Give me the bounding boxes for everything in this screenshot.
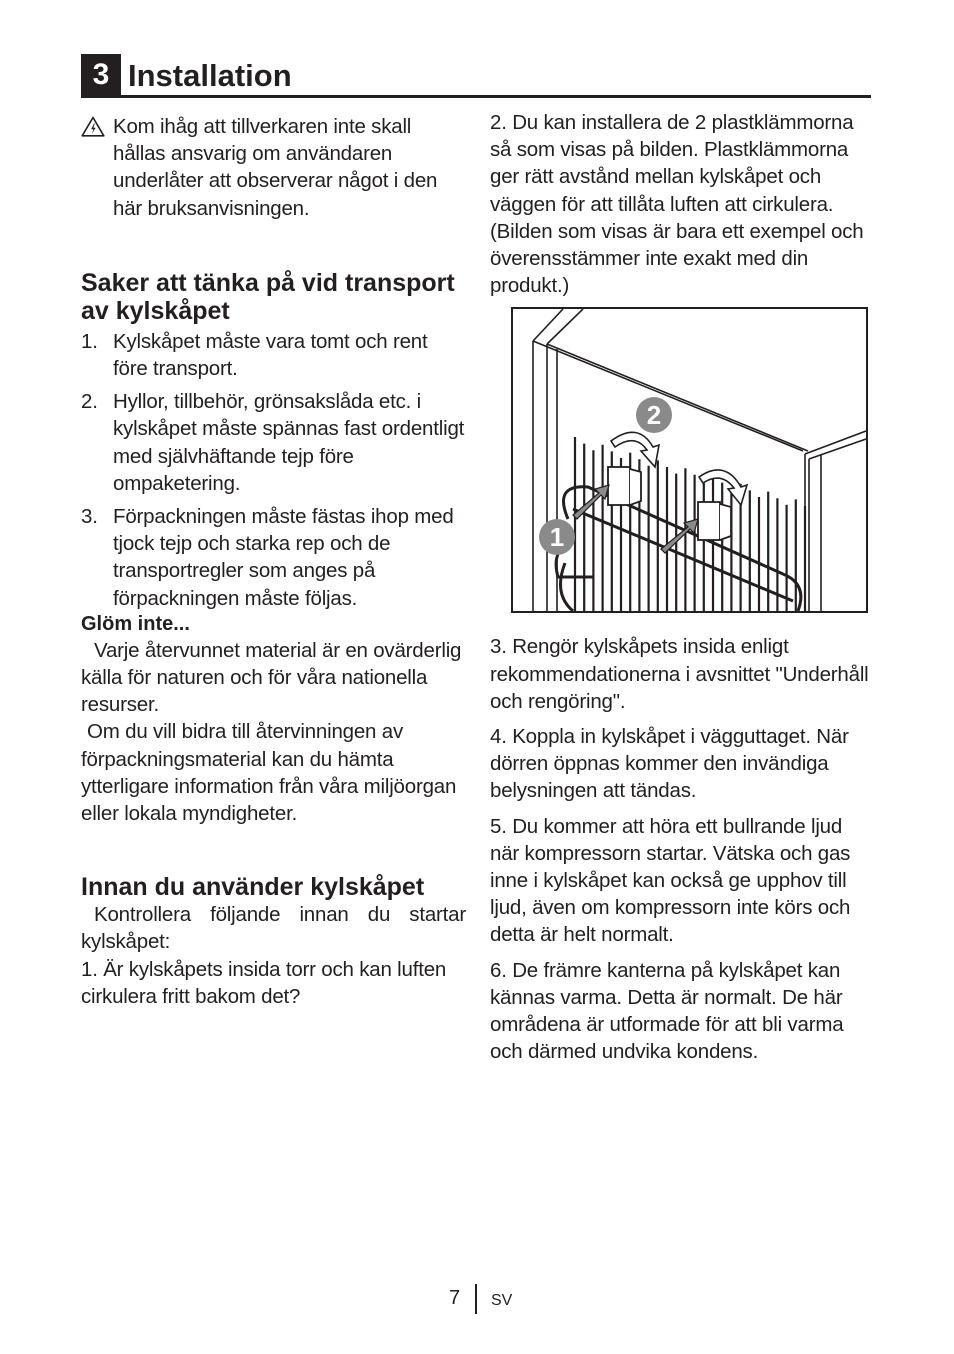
badge-2-label: 2 (646, 400, 662, 431)
page-footer (0, 1284, 954, 1314)
left-column (81, 113, 466, 1010)
step-2-paragraph: 2. Du kan installera de 2 plastklämmorna så som visas på bilden. Plastklämmorna ger rätt avstånd mellan kylskåpet och väggen för att tillåta luften att cirkulera. (Bilden som visas är bara ett exempel och överensstämmer inte exakt med din produkt.) (490, 111, 864, 298)
list-item-number: 1. (81, 329, 98, 353)
transport-list (81, 328, 466, 612)
before-use-intro: Kontrollera följande innan du startar kylskåpet: (81, 903, 466, 954)
list-item-number: 3. (81, 505, 98, 529)
warning-icon (81, 116, 105, 137)
step-badge-1 (539, 519, 575, 555)
step-5-paragraph: 5. Du kommer att höra ett bullrande ljud när kompressorn startar. Vätska och gas inne i kylskåpet kan också ge upphov till ljud, även om kompressorn inte körs och detta är helt normalt. (490, 814, 851, 947)
recycling-paragraph: Varje återvunnet material är en ovärderlig källa för naturen och för våra nationella resurser. (81, 638, 462, 717)
list-item-number: 2. (81, 390, 98, 414)
warning-note (81, 113, 466, 222)
clip-installation-figure (511, 307, 868, 613)
chapter-number: 3 (81, 54, 121, 95)
list-item (81, 388, 466, 497)
plastic-clip (698, 502, 731, 540)
recycling-info-paragraph: Om du vill bidra till återvinningen av förpackningsmaterial kan du hämta ytterligare information från våra miljöorgan eller lokala myndigheter. (81, 720, 457, 826)
footer-divider (475, 1284, 477, 1314)
page-number: 7 (449, 1287, 461, 1309)
before-use-heading: Innan du använder kylskåpet (81, 873, 425, 902)
warning-text: Kom ihåg att tillverkaren inte skall hållas ansvarig om användaren underlåter att observerar något i den här bruksanvisningen. (113, 115, 438, 220)
transport-heading: Saker att tänka på vid transport av kylskåpet (81, 268, 455, 325)
language-code: SV (491, 1292, 513, 1309)
badge-1-label: 1 (549, 522, 565, 553)
plastic-clip (608, 467, 641, 505)
list-item-text: Förpackningen måste fästas ihop med tjock tejp och starka rep och de transportregler som anges på förpackningen måste följas. (113, 505, 454, 610)
glom-heading: Glöm inte... (81, 612, 190, 635)
right-column (490, 109, 876, 1065)
list-item (81, 328, 466, 382)
step-3-paragraph: 3. Rengör kylskåpets insida enligt rekommendationerna i avsnittet "Underhåll och rengöring". (490, 635, 869, 713)
step-6-paragraph: 6. De främre kanterna på kylskåpet kan kännas varma. Detta är normalt. De här områdena är utformade för att bli varma och därmed undvika kondens. (490, 958, 844, 1064)
step-4-paragraph: 4. Koppla in kylskåpet i vägguttaget. När dörren öppnas kommer den invändiga belysningen att tändas. (490, 725, 849, 803)
list-item-text: Hyllor, tillbehör, grönsakslåda etc. i kylskåpet måste spännas fast ordentligt med självhäftande tejp före ompaketering. (113, 390, 465, 495)
before-use-item-1: 1. Är kylskåpets insida torr och kan luften cirkulera fritt bakom det? (81, 957, 447, 1008)
chapter-title: Installation (128, 58, 292, 93)
fridge-back-illustration (513, 309, 866, 611)
chapter-header (81, 54, 871, 98)
list-item-text: Kylskåpet måste vara tomt och rent före transport. (113, 329, 428, 381)
step-badge-2 (636, 397, 672, 433)
list-item (81, 503, 466, 612)
